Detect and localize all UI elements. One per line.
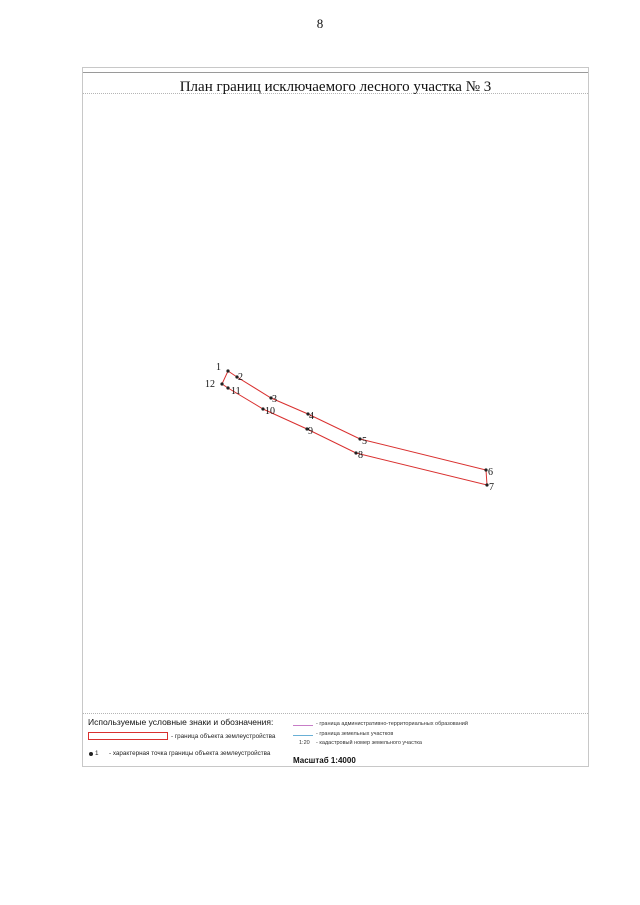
boundary-point-label: 2 xyxy=(238,372,243,383)
boundary-point-label: 10 xyxy=(265,406,275,417)
boundary-point-marker xyxy=(226,369,229,372)
legend-divider xyxy=(83,713,588,714)
legend-cadastral-sample: 1:20 xyxy=(299,740,310,746)
legend-heading: Используемые условные знаки и обозначения: xyxy=(88,717,274,727)
legend-characteristic-point: - характерная точка границы объекта землеустройства xyxy=(109,750,271,757)
plot-boundary-map xyxy=(83,68,590,768)
plan-title: План границ исключаемого лесного участка № 3 xyxy=(179,79,492,95)
boundary-point-label: 7 xyxy=(489,482,494,493)
boundary-point-label: 6 xyxy=(488,467,493,478)
boundary-point-marker xyxy=(226,386,229,389)
legend-land-plot-boundary: - граница земельных участков xyxy=(316,731,394,737)
object-boundary-swatch xyxy=(88,732,168,740)
legend-object-boundary: - граница объекта землеустройства xyxy=(171,733,276,740)
legend-point-dot xyxy=(89,752,93,756)
map-scale: Масштаб 1:4000 xyxy=(293,756,356,765)
legend-cadastral-number: - кадастровый номер земельного участка xyxy=(316,740,422,746)
plot-boundary xyxy=(222,371,487,485)
land-plot-boundary-swatch xyxy=(293,735,313,736)
boundary-point-label: 4 xyxy=(309,411,314,422)
map-sheet xyxy=(82,67,589,767)
legend-point-symbol: 1 xyxy=(95,750,99,757)
page-number: 8 xyxy=(316,16,324,31)
boundary-point-label: 8 xyxy=(358,450,363,461)
boundary-point-label: 5 xyxy=(362,436,367,447)
boundary-point-label: 11 xyxy=(231,386,241,397)
admin-boundary-swatch xyxy=(293,725,313,726)
boundary-point-label: 3 xyxy=(272,394,277,405)
boundary-point-label: 1 xyxy=(216,362,221,373)
boundary-point-label: 12 xyxy=(205,379,215,390)
legend-admin-boundary: - граница административно-территориальных образований xyxy=(316,721,468,727)
boundary-point-marker xyxy=(220,382,223,385)
boundary-points xyxy=(205,362,494,493)
boundary-point-label: 9 xyxy=(308,426,313,437)
